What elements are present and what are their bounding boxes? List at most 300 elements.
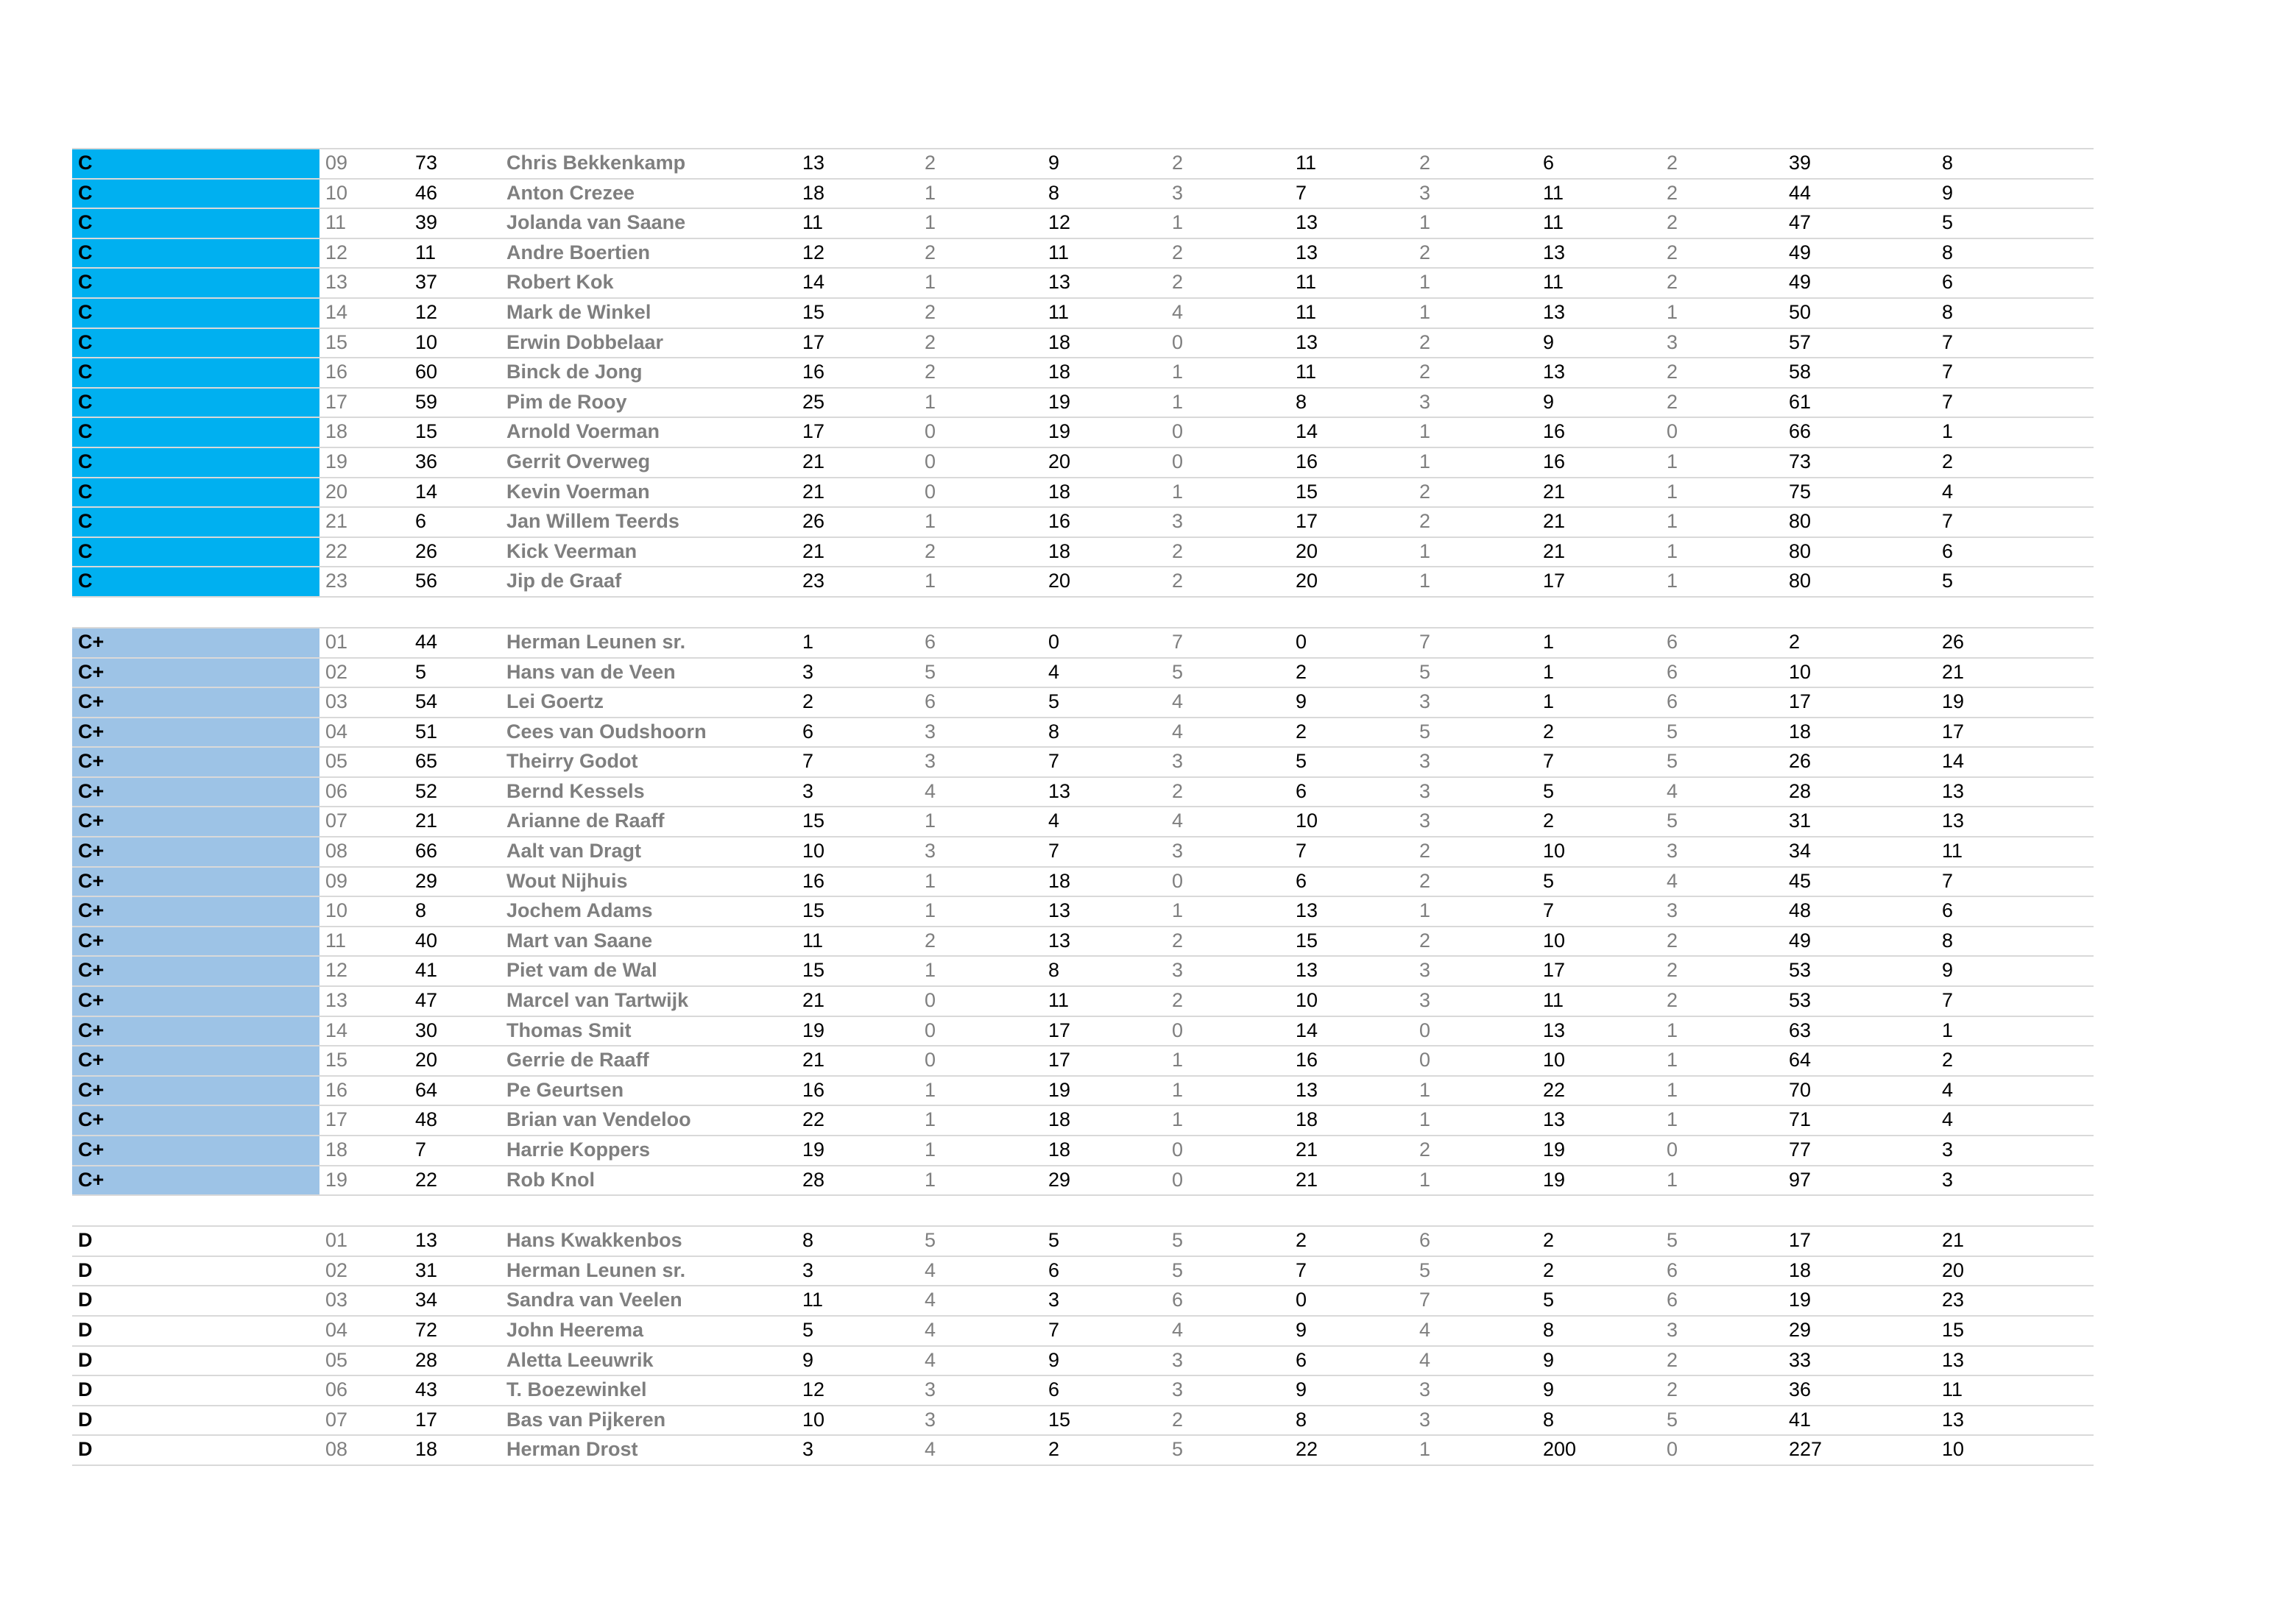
number-cell: 43: [415, 1378, 438, 1401]
class-cell: C+: [72, 1017, 319, 1046]
score-2-cell: 7: [1048, 840, 1060, 863]
class-cell: C+: [72, 1077, 319, 1105]
place-2-cell: 0: [1172, 420, 1184, 443]
name-cell: Robert Kok: [506, 271, 614, 294]
score-2-cell: 8: [1048, 720, 1060, 743]
name-cell: Andre Boertien: [506, 241, 651, 263]
place-3-cell: 1: [1419, 271, 1431, 294]
score-2-cell: 0: [1048, 630, 1060, 653]
score-4-cell: 1: [1543, 660, 1555, 683]
score-1-cell: 19: [802, 1019, 825, 1041]
place-4-cell: 0: [1667, 420, 1678, 443]
place-2-cell: 7: [1172, 630, 1184, 653]
number-cell: 48: [415, 1108, 438, 1131]
number-cell: 37: [415, 271, 438, 294]
score-3-cell: 9: [1296, 1378, 1307, 1401]
score-2-cell: 11: [1048, 300, 1070, 323]
name-cell: Herman Leunen sr.: [506, 1258, 686, 1281]
place-3-cell: 1: [1419, 1168, 1431, 1191]
total-cell: 53: [1789, 989, 1812, 1012]
number-cell: 64: [415, 1078, 438, 1101]
class-cell: C+: [72, 987, 319, 1016]
score-1-cell: 3: [802, 1258, 814, 1281]
class-group: [72, 627, 2094, 1196]
place-4-cell: 1: [1667, 1078, 1678, 1101]
class-cell: C: [72, 149, 319, 178]
place-4-cell: 5: [1667, 1408, 1678, 1431]
score-4-cell: 200: [1543, 1438, 1577, 1461]
number-cell: 73: [415, 152, 438, 174]
name-cell: Marcel van Tartwijk: [506, 989, 689, 1012]
name-cell: Bernd Kessels: [506, 779, 645, 802]
score-3-cell: 16: [1296, 1049, 1318, 1072]
score-1-cell: 21: [802, 450, 825, 472]
place-1-cell: 3: [925, 1378, 936, 1401]
number-cell: 28: [415, 1348, 438, 1371]
total-cell: 34: [1789, 840, 1812, 863]
score-4-cell: 7: [1543, 899, 1555, 922]
rank-cell: 16: [325, 1078, 348, 1101]
total-cell: 29: [1789, 1318, 1812, 1341]
rank-cell: 07: [325, 1408, 348, 1431]
place-1-cell: 4: [925, 1289, 936, 1311]
name-cell: Arianne de Raaff: [506, 810, 665, 832]
name-cell: T. Boezewinkel: [506, 1378, 647, 1401]
table-row: [72, 687, 2094, 717]
score-3-cell: 22: [1296, 1438, 1318, 1461]
place-4-cell: 2: [1667, 390, 1678, 413]
number-cell: 21: [415, 810, 438, 832]
class-cell: C: [72, 180, 319, 208]
table-row: [72, 1345, 2094, 1375]
class-cell: C+: [72, 778, 319, 807]
class-group: [72, 148, 2094, 598]
place-2-cell: 2: [1172, 241, 1184, 263]
place-2-cell: 2: [1172, 779, 1184, 802]
points-cell: 23: [1942, 1289, 1965, 1311]
score-2-cell: 11: [1048, 241, 1070, 263]
place-4-cell: 4: [1667, 779, 1678, 802]
score-2-cell: 4: [1048, 660, 1060, 683]
name-cell: Rob Knol: [506, 1168, 595, 1191]
place-1-cell: 1: [925, 899, 936, 922]
name-cell: Aalt van Dragt: [506, 840, 642, 863]
name-cell: Arnold Voerman: [506, 420, 660, 443]
score-2-cell: 18: [1048, 1108, 1071, 1131]
score-2-cell: 5: [1048, 1229, 1060, 1252]
score-1-cell: 7: [802, 750, 814, 773]
table-row: [72, 1075, 2094, 1105]
place-4-cell: 2: [1667, 271, 1678, 294]
class-cell: C: [72, 538, 319, 567]
name-cell: Sandra van Veelen: [506, 1289, 682, 1311]
place-3-cell: 2: [1419, 840, 1431, 863]
points-cell: 13: [1942, 1408, 1965, 1431]
table-row: [72, 806, 2094, 836]
table-row: [72, 238, 2094, 268]
score-3-cell: 7: [1296, 840, 1307, 863]
place-4-cell: 2: [1667, 181, 1678, 204]
place-2-cell: 2: [1172, 1408, 1184, 1431]
score-1-cell: 10: [802, 1408, 825, 1431]
place-1-cell: 2: [925, 361, 936, 383]
rank-cell: 13: [325, 271, 348, 294]
rank-cell: 16: [325, 361, 348, 383]
place-2-cell: 4: [1172, 300, 1184, 323]
place-4-cell: 6: [1667, 1258, 1678, 1281]
place-1-cell: 1: [925, 1108, 936, 1131]
place-1-cell: 4: [925, 1318, 936, 1341]
class-cell: C+: [72, 837, 319, 866]
score-4-cell: 13: [1543, 241, 1566, 263]
rank-cell: 02: [325, 1258, 348, 1281]
place-4-cell: 3: [1667, 1318, 1678, 1341]
place-2-cell: 6: [1172, 1289, 1184, 1311]
place-1-cell: 3: [925, 1408, 936, 1431]
points-cell: 3: [1942, 1138, 1954, 1161]
score-2-cell: 18: [1048, 480, 1071, 503]
place-1-cell: 0: [925, 480, 936, 503]
score-4-cell: 10: [1543, 929, 1566, 952]
place-4-cell: 4: [1667, 869, 1678, 892]
points-cell: 11: [1942, 1378, 1963, 1401]
place-1-cell: 3: [925, 720, 936, 743]
score-2-cell: 29: [1048, 1168, 1071, 1191]
score-2-cell: 13: [1048, 271, 1071, 294]
number-cell: 30: [415, 1019, 438, 1041]
number-cell: 15: [415, 420, 438, 443]
table-row: [72, 1225, 2094, 1256]
rank-cell: 11: [325, 929, 347, 952]
score-4-cell: 13: [1543, 1108, 1566, 1131]
total-cell: 17: [1789, 1229, 1812, 1252]
place-3-cell: 2: [1419, 929, 1431, 952]
place-4-cell: 2: [1667, 959, 1678, 982]
points-cell: 8: [1942, 152, 1954, 174]
place-4-cell: 2: [1667, 1378, 1678, 1401]
place-1-cell: 2: [925, 241, 936, 263]
score-4-cell: 1: [1543, 690, 1555, 713]
number-cell: 8: [415, 899, 427, 922]
points-cell: 17: [1942, 720, 1965, 743]
score-2-cell: 9: [1048, 1348, 1060, 1371]
place-1-cell: 0: [925, 420, 936, 443]
score-3-cell: 2: [1296, 660, 1307, 683]
class-cell: D: [78, 1258, 93, 1281]
name-cell: Jip de Graaf: [506, 570, 622, 592]
score-4-cell: 11: [1543, 989, 1564, 1012]
score-4-cell: 22: [1543, 1078, 1566, 1101]
number-cell: 17: [415, 1408, 438, 1431]
points-cell: 13: [1942, 810, 1965, 832]
rank-cell: 05: [325, 1348, 348, 1371]
points-cell: 6: [1942, 539, 1954, 562]
points-cell: 2: [1942, 450, 1954, 472]
place-2-cell: 1: [1172, 361, 1184, 383]
name-cell: Pe Geurtsen: [506, 1078, 624, 1101]
place-2-cell: 4: [1172, 690, 1184, 713]
place-1-cell: 1: [925, 1138, 936, 1161]
score-1-cell: 11: [802, 1289, 824, 1311]
rank-cell: 14: [325, 300, 348, 323]
number-cell: 65: [415, 750, 438, 773]
place-4-cell: 6: [1667, 690, 1678, 713]
number-cell: 66: [415, 840, 438, 863]
score-3-cell: 21: [1296, 1168, 1318, 1191]
place-3-cell: 1: [1419, 539, 1431, 562]
number-cell: 18: [415, 1438, 438, 1461]
total-cell: 58: [1789, 361, 1812, 383]
place-1-cell: 2: [925, 929, 936, 952]
place-1-cell: 1: [925, 211, 936, 234]
score-3-cell: 21: [1296, 1138, 1318, 1161]
place-1-cell: 4: [925, 1348, 936, 1371]
total-cell: 49: [1789, 271, 1812, 294]
group-spacer: [72, 598, 2094, 627]
rank-cell: 05: [325, 750, 348, 773]
name-cell: Brian van Vendeloo: [506, 1108, 691, 1131]
score-2-cell: 20: [1048, 570, 1071, 592]
place-4-cell: 1: [1667, 510, 1678, 533]
place-4-cell: 1: [1667, 570, 1678, 592]
place-1-cell: 6: [925, 690, 936, 713]
score-1-cell: 10: [802, 840, 825, 863]
table-row: [72, 896, 2094, 926]
number-cell: 39: [415, 211, 438, 234]
score-2-cell: 15: [1048, 1408, 1071, 1431]
class-cell: C: [72, 418, 319, 447]
place-4-cell: 5: [1667, 1229, 1678, 1252]
place-3-cell: 1: [1419, 300, 1431, 323]
name-cell: Piet vam de Wal: [506, 959, 657, 982]
table-row: [72, 1135, 2094, 1165]
score-3-cell: 14: [1296, 1019, 1318, 1041]
points-cell: 9: [1942, 181, 1954, 204]
score-4-cell: 21: [1543, 510, 1566, 533]
place-3-cell: 1: [1419, 570, 1431, 592]
score-3-cell: 10: [1296, 989, 1318, 1012]
score-3-cell: 7: [1296, 181, 1307, 204]
score-1-cell: 21: [802, 480, 825, 503]
table-row: [72, 447, 2094, 477]
name-cell: Hans van de Veen: [506, 660, 676, 683]
number-cell: 47: [415, 989, 438, 1012]
number-cell: 26: [415, 539, 438, 562]
place-2-cell: 1: [1172, 1078, 1184, 1101]
rank-cell: 23: [325, 570, 348, 592]
place-2-cell: 4: [1172, 1318, 1184, 1341]
table-row: [72, 357, 2094, 387]
score-2-cell: 2: [1048, 1438, 1060, 1461]
name-cell: Cees van Oudshoorn: [506, 720, 707, 743]
rank-cell: 08: [325, 840, 348, 863]
total-cell: 48: [1789, 899, 1812, 922]
score-1-cell: 16: [802, 869, 825, 892]
score-4-cell: 5: [1543, 1289, 1555, 1311]
place-1-cell: 4: [925, 1438, 936, 1461]
score-1-cell: 23: [802, 570, 825, 592]
place-1-cell: 1: [925, 570, 936, 592]
points-cell: 19: [1942, 690, 1965, 713]
place-2-cell: 2: [1172, 539, 1184, 562]
name-cell: Kevin Voerman: [506, 480, 650, 503]
rank-cell: 03: [325, 690, 348, 713]
name-cell: Wout Nijhuis: [506, 869, 628, 892]
class-cell: D: [78, 1289, 93, 1311]
total-cell: 70: [1789, 1078, 1812, 1101]
score-2-cell: 7: [1048, 750, 1060, 773]
score-2-cell: 4: [1048, 810, 1060, 832]
place-4-cell: 5: [1667, 720, 1678, 743]
number-cell: 41: [415, 959, 438, 982]
name-cell: Herman Drost: [506, 1438, 638, 1461]
place-1-cell: 6: [925, 630, 936, 653]
class-cell: C+: [72, 1136, 319, 1165]
place-1-cell: 0: [925, 1049, 936, 1072]
class-cell: C+: [72, 868, 319, 896]
place-2-cell: 0: [1172, 1168, 1184, 1191]
total-cell: 41: [1789, 1408, 1812, 1431]
number-cell: 44: [415, 630, 438, 653]
score-2-cell: 18: [1048, 361, 1071, 383]
table-row: [72, 746, 2094, 776]
score-2-cell: 18: [1048, 869, 1071, 892]
name-cell: John Heerema: [506, 1318, 644, 1341]
name-cell: Aletta Leeuwrik: [506, 1348, 654, 1371]
score-1-cell: 6: [802, 720, 814, 743]
total-cell: 45: [1789, 869, 1812, 892]
table-row: [72, 1045, 2094, 1075]
class-cell: C+: [72, 897, 319, 926]
place-1-cell: 4: [925, 1258, 936, 1281]
place-3-cell: 0: [1419, 1019, 1431, 1041]
number-cell: 51: [415, 720, 438, 743]
rank-cell: 18: [325, 420, 348, 443]
points-cell: 5: [1942, 570, 1954, 592]
place-4-cell: 0: [1667, 1438, 1678, 1461]
place-4-cell: 1: [1667, 300, 1678, 323]
score-2-cell: 20: [1048, 450, 1071, 472]
points-cell: 21: [1942, 660, 1965, 683]
score-4-cell: 11: [1543, 271, 1564, 294]
class-cell: C+: [72, 1166, 319, 1195]
name-cell: Jan Willem Teerds: [506, 510, 679, 533]
score-4-cell: 9: [1543, 1378, 1555, 1401]
class-cell: C+: [72, 1046, 319, 1075]
table-row: [72, 178, 2094, 208]
place-4-cell: 1: [1667, 1049, 1678, 1072]
class-cell: C: [72, 269, 319, 297]
points-cell: 1: [1942, 420, 1954, 443]
points-cell: 20: [1942, 1258, 1965, 1281]
points-cell: 21: [1942, 1229, 1965, 1252]
score-1-cell: 12: [802, 1378, 825, 1401]
place-3-cell: 1: [1419, 1078, 1431, 1101]
score-3-cell: 13: [1296, 1078, 1318, 1101]
points-cell: 4: [1942, 1078, 1954, 1101]
class-cell: C+: [72, 1106, 319, 1135]
table-row: [72, 1165, 2094, 1197]
name-cell: Anton Crezee: [506, 181, 635, 204]
place-2-cell: 1: [1172, 1108, 1184, 1131]
place-1-cell: 2: [925, 330, 936, 353]
total-cell: 53: [1789, 959, 1812, 982]
score-4-cell: 21: [1543, 480, 1566, 503]
class-cell: C+: [72, 659, 319, 687]
total-cell: 80: [1789, 570, 1812, 592]
place-3-cell: 2: [1419, 869, 1431, 892]
rank-cell: 07: [325, 810, 348, 832]
place-3-cell: 2: [1419, 1138, 1431, 1161]
score-1-cell: 16: [802, 1078, 825, 1101]
table-row: [72, 1285, 2094, 1315]
place-4-cell: 6: [1667, 660, 1678, 683]
rank-cell: 19: [325, 1168, 348, 1191]
score-3-cell: 6: [1296, 1348, 1307, 1371]
score-3-cell: 9: [1296, 690, 1307, 713]
points-cell: 7: [1942, 361, 1954, 383]
place-4-cell: 1: [1667, 450, 1678, 472]
place-3-cell: 1: [1419, 1108, 1431, 1131]
place-3-cell: 1: [1419, 1438, 1431, 1461]
rank-cell: 17: [325, 390, 348, 413]
rank-cell: 14: [325, 1019, 348, 1041]
rank-cell: 17: [325, 1108, 348, 1131]
score-4-cell: 10: [1543, 1049, 1566, 1072]
points-cell: 7: [1942, 390, 1954, 413]
total-cell: 18: [1789, 1258, 1812, 1281]
table-row: [72, 1256, 2094, 1286]
rank-cell: 11: [325, 211, 347, 234]
place-2-cell: 2: [1172, 570, 1184, 592]
table-row: [72, 566, 2094, 598]
score-4-cell: 2: [1543, 1258, 1555, 1281]
place-1-cell: 2: [925, 539, 936, 562]
class-cell: D: [78, 1318, 93, 1341]
rank-cell: 03: [325, 1289, 348, 1311]
place-3-cell: 7: [1419, 630, 1431, 653]
rank-cell: 04: [325, 720, 348, 743]
place-4-cell: 6: [1667, 1289, 1678, 1311]
score-4-cell: 10: [1543, 840, 1566, 863]
total-cell: 33: [1789, 1348, 1812, 1371]
total-cell: 80: [1789, 510, 1812, 533]
total-cell: 44: [1789, 181, 1812, 204]
score-1-cell: 17: [802, 330, 825, 353]
total-cell: 80: [1789, 539, 1812, 562]
table-row: [72, 1434, 2094, 1466]
place-4-cell: 3: [1667, 330, 1678, 353]
table-row: [72, 417, 2094, 447]
name-cell: Gerrie de Raaff: [506, 1049, 649, 1072]
rank-cell: 20: [325, 480, 348, 503]
number-cell: 22: [415, 1168, 438, 1191]
score-2-cell: 18: [1048, 539, 1071, 562]
total-cell: 73: [1789, 450, 1812, 472]
score-1-cell: 14: [802, 271, 825, 294]
score-2-cell: 13: [1048, 899, 1071, 922]
points-cell: 8: [1942, 929, 1954, 952]
score-2-cell: 13: [1048, 929, 1071, 952]
place-2-cell: 3: [1172, 510, 1184, 533]
score-1-cell: 22: [802, 1108, 825, 1131]
total-cell: 2: [1789, 630, 1801, 653]
score-1-cell: 19: [802, 1138, 825, 1161]
table-row: [72, 627, 2094, 657]
score-4-cell: 13: [1543, 1019, 1566, 1041]
place-2-cell: 1: [1172, 390, 1184, 413]
total-cell: 28: [1789, 779, 1812, 802]
